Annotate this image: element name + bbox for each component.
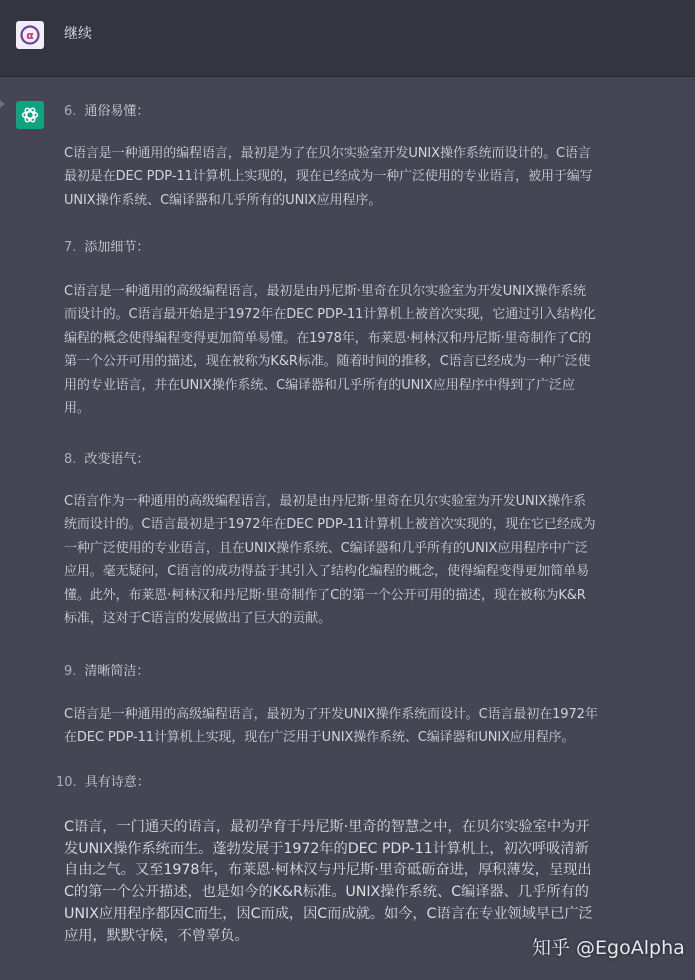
section-heading: [64, 663, 149, 681]
paragraph-line: C语言，一门通天的语言，最初孕育于丹尼斯·里奇的智慧之中，在贝尔实验室中为开: [64, 819, 590, 835]
paragraph-line: C语言是一种通用的高级编程语言，最初是由丹尼斯·里奇在贝尔实验室为开发UNIX操作系统: [64, 284, 586, 299]
section-title: 通俗易懂：: [84, 104, 150, 119]
openai-logo-icon: [20, 105, 40, 125]
assistant-avatar: [16, 101, 44, 129]
section-number: 7.: [64, 240, 77, 255]
paragraph-line: 用。: [64, 401, 90, 417]
paragraph-line: 在DEC PDP-11计算机上实现，现在广泛用于UNIX操作系统、C编译器和UNIX应用程序。: [64, 730, 575, 746]
zhihu-watermark: 知乎 @EgoAlpha: [532, 937, 685, 959]
svg-text:α: α: [26, 29, 34, 42]
section-paragraph: [64, 703, 654, 750]
paragraph-line: 懂。此外，布莱恩·柯林汉和丹尼斯·里奇制作了C的第一个公开可用的描述，现在被称为K&R: [64, 587, 586, 603]
paragraph-line: 自由之气。又至1978年，布莱恩·柯林汉与丹尼斯·里奇砥砺奋进，厚积薄发，呈现出: [64, 862, 592, 879]
paragraph-line: 第一个公开可用的描述，现在被称为K&R标准。随着时间的推移，C语言已经成为一种广泛使: [64, 354, 591, 370]
rainbow-logo-icon: [19, 24, 41, 46]
paragraph-line: 一种广泛使用的专业语言，且在UNIX操作系统、C编译器和几乎所有的UNIX应用程序中广泛: [64, 540, 588, 556]
section-paragraph: [64, 490, 654, 630]
user-message-text: 继续: [64, 26, 92, 42]
section-title: 改变语气：: [84, 452, 150, 467]
paragraph-line: 应用。毫无疑问，C语言的成功得益于其引入了结构化编程的概念，使得编程变得更加简单易: [64, 564, 589, 580]
section-title: 具有诗意：: [84, 775, 150, 790]
paragraph-line: 最初是在DEC PDP-11计算机上实现的，现在已经成为一种广泛使用的专业语言，被用于编写: [64, 169, 593, 185]
section-paragraph: [64, 817, 664, 947]
paragraph-line: 应用，默默守候，不曾辜负。: [64, 927, 249, 944]
user-message-row: [0, 0, 695, 77]
paragraph-line: 统而设计的。C语言最初是于1972年在DEC PDP-11计算机上被首次实现的，现在它已经成为: [64, 517, 596, 533]
user-avatar: [16, 21, 44, 49]
paragraph-line: 用的专业语言，并在UNIX操作系统、C编译器和几乎所有的UNIX应用程序中得到了广泛应: [64, 377, 575, 393]
assistant-message-row: [0, 77, 695, 980]
section-number: 9.: [64, 664, 77, 679]
section-title: 清晰简洁：: [84, 664, 150, 679]
section-number: 6.: [64, 104, 77, 119]
section-number: 8.: [64, 452, 77, 467]
section-heading: [64, 451, 149, 469]
section-number: 10.: [56, 775, 77, 790]
section-heading: [64, 239, 149, 257]
paragraph-line: C语言是一种通用的高级编程语言，最初为了开发UNIX操作系统而设计。C语言最初在1972年: [64, 707, 598, 722]
message-pointer-icon: [0, 100, 5, 108]
paragraph-line: 标准，这对于C语言的发展做出了巨大的贡献。: [64, 611, 331, 627]
section-title: 添加细节：: [84, 240, 150, 255]
paragraph-line: UNIX操作系统、C编译器和几乎所有的UNIX应用程序。: [64, 192, 382, 208]
section-heading: [56, 774, 150, 792]
paragraph-line: UNIX应用程序都因C而生，因C而成，因C而成就。如今，C语言在专业领域早已广泛: [64, 905, 593, 922]
paragraph-line: C语言作为一种通用的高级编程语言，最初是由丹尼斯·里奇在贝尔实验室为开发UNIX操作系: [64, 494, 586, 509]
paragraph-line: 编程的概念使得编程变得更加简单易懂。在1978年，布莱恩·柯林汉和丹尼斯·里奇制作了C的: [64, 330, 592, 346]
section-paragraph: [64, 280, 654, 420]
paragraph-line: 而设计的。C语言最开始是于1972年在DEC PDP-11计算机上被首次实现，它通过引入结构化: [64, 307, 596, 323]
paragraph-line: C的第一个公开描述，也是如今的K&R标准。UNIX操作系统、C编译器、几乎所有的: [64, 884, 589, 901]
section-paragraph: [64, 142, 654, 212]
paragraph-line: 发UNIX操作系统而生。蓬勃发展于1972年的DEC PDP-11计算机上，初次呼吸清新: [64, 840, 589, 857]
paragraph-line: C语言是一种通用的编程语言，最初是为了在贝尔实验室开发UNIX操作系统而设计的。C语言: [64, 146, 591, 161]
section-heading: [64, 103, 149, 121]
